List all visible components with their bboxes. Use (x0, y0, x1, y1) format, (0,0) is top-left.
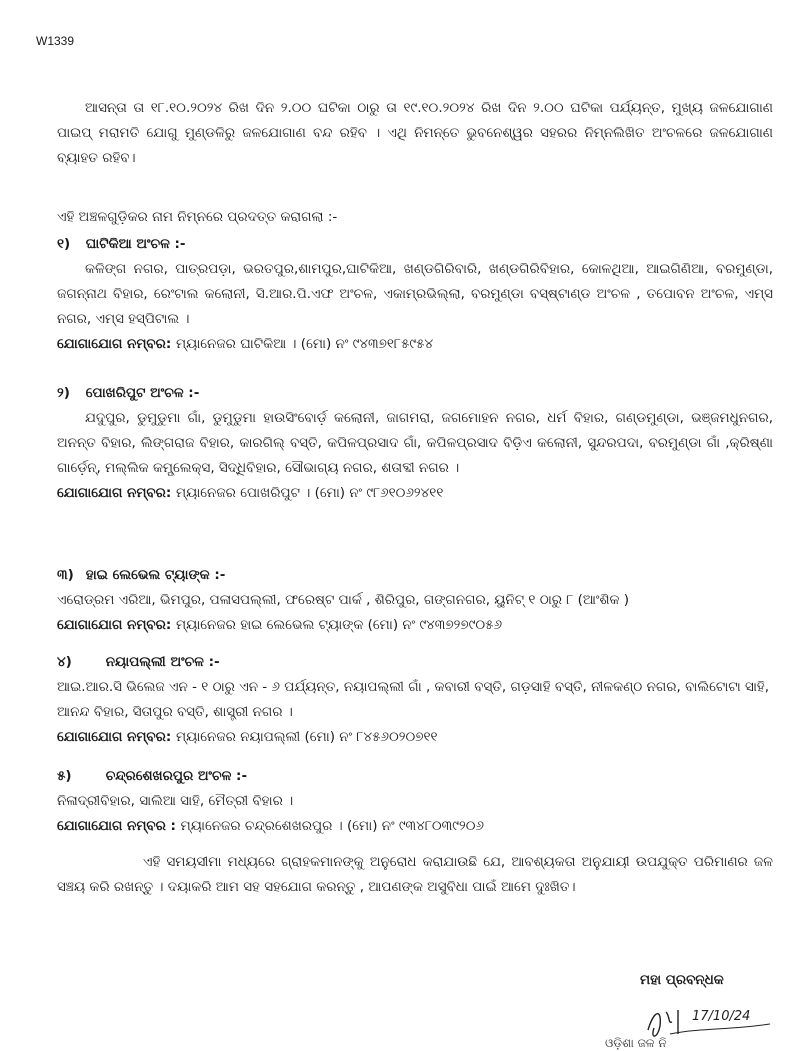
contact-value: ମ୍ୟାନେଜର ଚନ୍ଦ୍ରଶେଖରପୁର । (ମୋ) ନଂ ୯୩୪୮୦୩୯୨୦୬ (180, 818, 484, 834)
section-contact (57, 814, 773, 839)
contact-label: ଯୋଗାଯୋଗ ନମ୍ବର : (57, 818, 176, 834)
section-contact (57, 725, 773, 750)
section-chandrasekharpur (57, 764, 773, 839)
signer-organization: ଓଡ଼ିଶା ଜଳ ନି (605, 1036, 667, 1050)
section-heading (57, 764, 773, 789)
contact-value: ମ୍ୟାନେଜର ଘାଟିକିଆ । (ମୋ) ନଂ ୯୪୩୭୧୮୫୯୫୪ (175, 336, 434, 352)
section-contact (57, 481, 773, 506)
section-contact (57, 332, 773, 357)
section-ghatikia (57, 232, 773, 357)
contact-value: ମ୍ୟାନେଜର ପୋଖରିପୁଟ । (ମୋ) ନଂ ୯୮୬୧୦୬୨୪୧୧ (175, 485, 444, 501)
section-pokhariput (57, 381, 773, 506)
section-title: ପୋଖରିପୁଟ ଅଂଚଳ :- (85, 385, 200, 401)
section-title: ନୟାପଲ୍ଲୀ ଅଂଚଳ :- (105, 654, 220, 670)
section-heading (57, 381, 773, 406)
section-areas: ଏରୋଡ୍ରମ ଏରିଆ, ଭିମପୁର, ପଳାସପଲ୍ଲୀ, ଫରେଷ୍ଟ ପାର୍କ , ଶିରିପୁର, ଗଙ୍ଗନଗର, ୟୁନିଟ୍ ୧ ଠାରୁ ୮ (ଆଂଶିକ ) (57, 592, 630, 608)
document-id: W1339 (36, 34, 75, 48)
intro-paragraph: ଆସନ୍ତା ତା ୧୮.୧୦.୨୦୨୪ ରିଖ ଦିନ ୨.୦୦ ଘଟିକା ଠାରୁ ତା ୧୯.୧୦.୨୦୨୪ ରିଖ ଦିନ ୨.୦୦ ଘଟିକା ପର୍ଯ୍ୟନ୍ତ, ମୁଖ୍ୟ ଜଳଯୋଗାଣ ପାଇପ୍ ମରାମତି ଯୋଗୁ ମୁଣ୍ଡଳିରୁ ଜଳଯୋଗାଣ ବନ୍ଦ ରହିବ । ଏଥି ନିମନ୍ତେ ଭୁବନେଶ୍ୱର ସହରର ନିମ୍ନଲିଖିତ ଅଂଚଳରେ ଜଳଯୋଗାଣ ବ୍ୟାହତ ରହିବ। (57, 100, 773, 166)
section-areas: ଯଦୁପୁର, ଡୁମୁଡୁମା ଗାଁ, ଡୁମୁଡୁମା ହାଉସିଂବୋର୍ଡ଼ କଲୋନୀ, ଜାଗମରା, ଜଗମୋହନ ନଗର, ଧର୍ମ ବିହାର, ଗଣ୍ଡମୁଣ୍ଡା, ଭଞ୍ଜମଧୁନଗର, ଅନନ୍ତ ବିହାର, ଲିଙ୍ଗରାଜ ବିହାର, କାରଗିଲ୍ ବସ୍ତି, କପିଳପ୍ରସାଦ ଗାଁ, କପିଳପ୍ରସାଦ ବିଡ଼ିଏ କଲୋନୀ, ସୁନ୍ଦରପଦା, ବରମୁଣ୍ଡା ଗାଁ ,କ୍ରିଷ୍ଣା ଗାର୍ଡ଼େନ୍, ମଲ୍ଲିକ କମ୍ପ୍ଲେକ୍ସ, ସିଦ୍ଧିବିହାର, ସୌଭାଗ୍ୟ ନଗର, ଶତାବ୍ଦୀ ନଗର । (57, 410, 773, 476)
closing-paragraph: ଏହି ସମୟସୀମା ମଧ୍ୟରେ ଗ୍ରାହକମାନଙ୍କୁ ଅନୁରୋଧ କରାଯାଉଛି ଯେ, ଆବଶ୍ୟକତା ଅନୁଯାୟୀ ଉପଯୁକ୍ତ ପରିମାଣର ଜଳ ସଞ୍ଚୟ କରି ରଖନ୍ତୁ । ଦୟାକରି ଆମ ସହ ସହଯୋଗ କରନ୍ତୁ , ଆପଣଙ୍କ ଅସୁବିଧା ପାଇଁ ଆମେ ଦୁଃଖିତ। (57, 854, 773, 895)
section-heading (57, 650, 773, 675)
section-areas: ଆଇ.ଆର.ସି ଭିଲେଜ ଏନ - ୧ ଠାରୁ ଏନ - ୬ ପର୍ଯ୍ୟନ୍ତ, ନୟାପଲ୍ଲୀ ଗାଁ , କବାରୀ ବସ୍ତି, ଗଡ଼ସାହି ବସ୍ତି, ନୀଳକଣ୍ଠ ନଗର, ବାଲିଟୋଟା ସାହି, ଆନନ୍ଦ ବିହାର, ସିତାପୁର ବସ୍ତି, ଶାସ୍ତ୍ରୀ ନଗର । (57, 679, 770, 720)
section-number: ୨) (57, 385, 70, 401)
section-heading (57, 232, 773, 257)
section-areas: କଳିଙ୍ଗ ନଗର, ପାତ୍ରପଡ଼ା, ଭରତପୁର,ଶାମପୁର,ଘାଟିକିଆ, ଖଣ୍ଡଗିରିବାରି, ଖଣ୍ଡଗିରିବିହାର, କୋଳଥିଆ, ଆଇଗିଣିଆ, ବରମୁଣ୍ଡା, ଜଗନ୍ନାଥ ବିହାର, ରେଂଟାଲ କଲୋନୀ, ସି.ଆର.ପି.ଏଫ ଅଂଚଳ, ଏକାମ୍ରଭିଲ୍ଲା, ବରମୁଣ୍ଡା ବସ୍‌ଷ୍ଟାଣ୍ଡ ଅଂଚଳ , ତପୋବନ ଅଂଚଳ, ଏମ୍ସ ନଗର, ଏମ୍ସ ହସ୍ପିଟାଲ । (57, 261, 773, 327)
list-intro: ଏହି ଅଞ୍ଚଳଗୁଡ଼ିକର ନାମ ନିମ୍ନରେ ପ୍ରଦତ୍ତ କରାଗଲା :- (57, 209, 338, 225)
section-heading (57, 563, 773, 588)
section-title: ହାଇ ଲେଭେଲ ଟ୍ୟାଙ୍କ :- (85, 567, 226, 583)
section-number: ୩) (57, 567, 74, 583)
section-nayapalli (57, 650, 773, 750)
contact-label: ଯୋଗାଯୋଗ ନମ୍ବର: (57, 617, 172, 633)
section-number: ୫) (57, 768, 72, 784)
section-contact (57, 613, 773, 638)
section-areas: ନିଳାଦ୍ରୀବିହାର, ସାଲିଆ ସାହି, ମୈତ୍ରୀ ବିହାର । (57, 793, 294, 809)
section-title: ଚନ୍ଦ୍ରଶେଖରପୁର ଅଂଚଳ :- (105, 768, 248, 784)
section-title: ଘାଟିକିଆ ଅଂଚଳ :- (85, 236, 186, 252)
signature-date: 17/10/24 (692, 1009, 751, 1024)
section-number: ୧) (57, 236, 71, 252)
contact-value: ମ୍ୟାନେଜର ନୟାପଲ୍ଲୀ (ମୋ) ନଂ ୮୪୫୬୦୨୦୭୧୧ (175, 729, 438, 745)
contact-value: ମ୍ୟାନେଜର ହାଇ ଲେଭେଲ ଟ୍ୟାଙ୍କ (ମୋ) ନଂ ୯୪୩୭୨୭୯୦୫୬ (175, 617, 503, 633)
section-high-level-tank (57, 563, 773, 638)
section-number: ୪) (57, 654, 72, 670)
contact-label: ଯୋଗାଯୋଗ ନମ୍ବର: (57, 485, 172, 501)
contact-label: ଯୋଗାଯୋଗ ନମ୍ବର: (57, 729, 172, 745)
signer-title: ମହା ପ୍ରବନ୍ଧକ (640, 972, 724, 988)
contact-label: ଯୋଗାଯୋଗ ନମ୍ବର: (57, 336, 172, 352)
